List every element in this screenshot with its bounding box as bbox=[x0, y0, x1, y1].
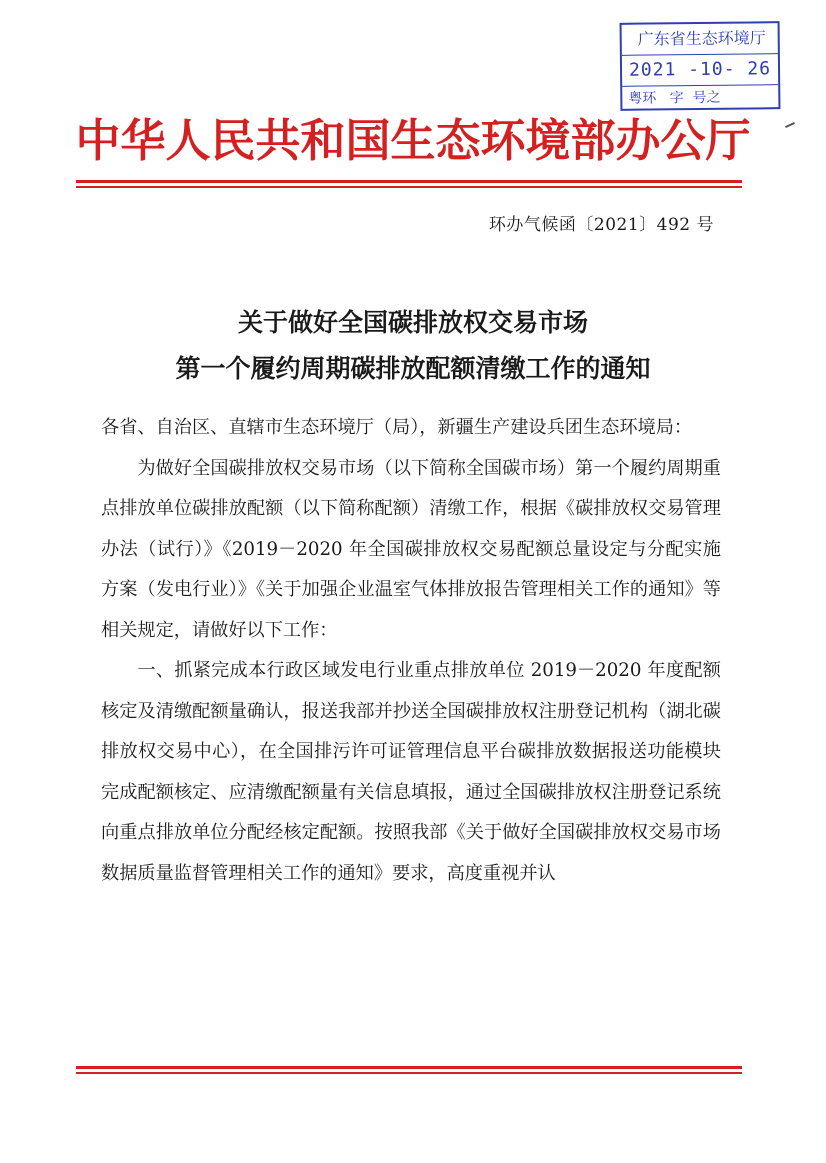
document-title-line-1: 关于做好全国碳排放权交易市场 bbox=[237, 308, 588, 337]
document-number: 环办气候函〔2021〕492 号 bbox=[488, 215, 714, 235]
stamp-reference: 粤环 字 号之 bbox=[628, 89, 721, 107]
header-rule-thin bbox=[76, 186, 742, 188]
document-title-line-2: 第一个履约周期碳排放配额清缴工作的通知 bbox=[175, 354, 651, 383]
footer-rule-thin bbox=[76, 1072, 742, 1074]
stamp-organization: 广东省生态环境厅 bbox=[622, 23, 778, 56]
issuing-office-header: 中华人民共和国生态环境部办公厅 bbox=[75, 114, 751, 167]
footer-rule-thick bbox=[76, 1066, 742, 1069]
paragraph-intro: 为做好全国碳排放权交易市场（以下简称全国碳市场）第一个履约周期重点排放单位碳排放配额（以下简称配额）清缴工作，根据《碳排放权交易管理办法（试行）》《2019－2020 年全国碳排放权交易配额总量设定与分配实施方案（发电行业）》《关于加强企业温室气体排放报告管理相关工作的通知》等相关规定，请做好以下工作： bbox=[101, 457, 721, 641]
stamp-date: 2021 -10- 26 bbox=[622, 54, 778, 87]
document-body bbox=[101, 408, 721, 894]
salutation: 各省、自治区、直辖市生态环境厅（局），新疆生产建设兵团生态环境局： bbox=[101, 417, 693, 438]
header-rule-thick bbox=[76, 180, 742, 183]
paragraph-item-1: 一、抓紧完成本行政区域发电行业重点排放单位 2019－2020 年度配额核定及清缴配额量确认，报送我部并抄送全国碳排放权注册登记机构（湖北碳排放权交易中心），在全国排污许可证管理信息平台碳排放数据报送功能模块完成配额核定、应清缴配额量有关信息填报，通过全国碳排放权注册登记系统向重点排放单位分配经核定配额。按照我部《关于做好全国碳排放权交易市场数据质量监督管理相关工作的通知》要求，高度重视并认 bbox=[101, 660, 721, 884]
receipt-stamp bbox=[620, 21, 781, 111]
